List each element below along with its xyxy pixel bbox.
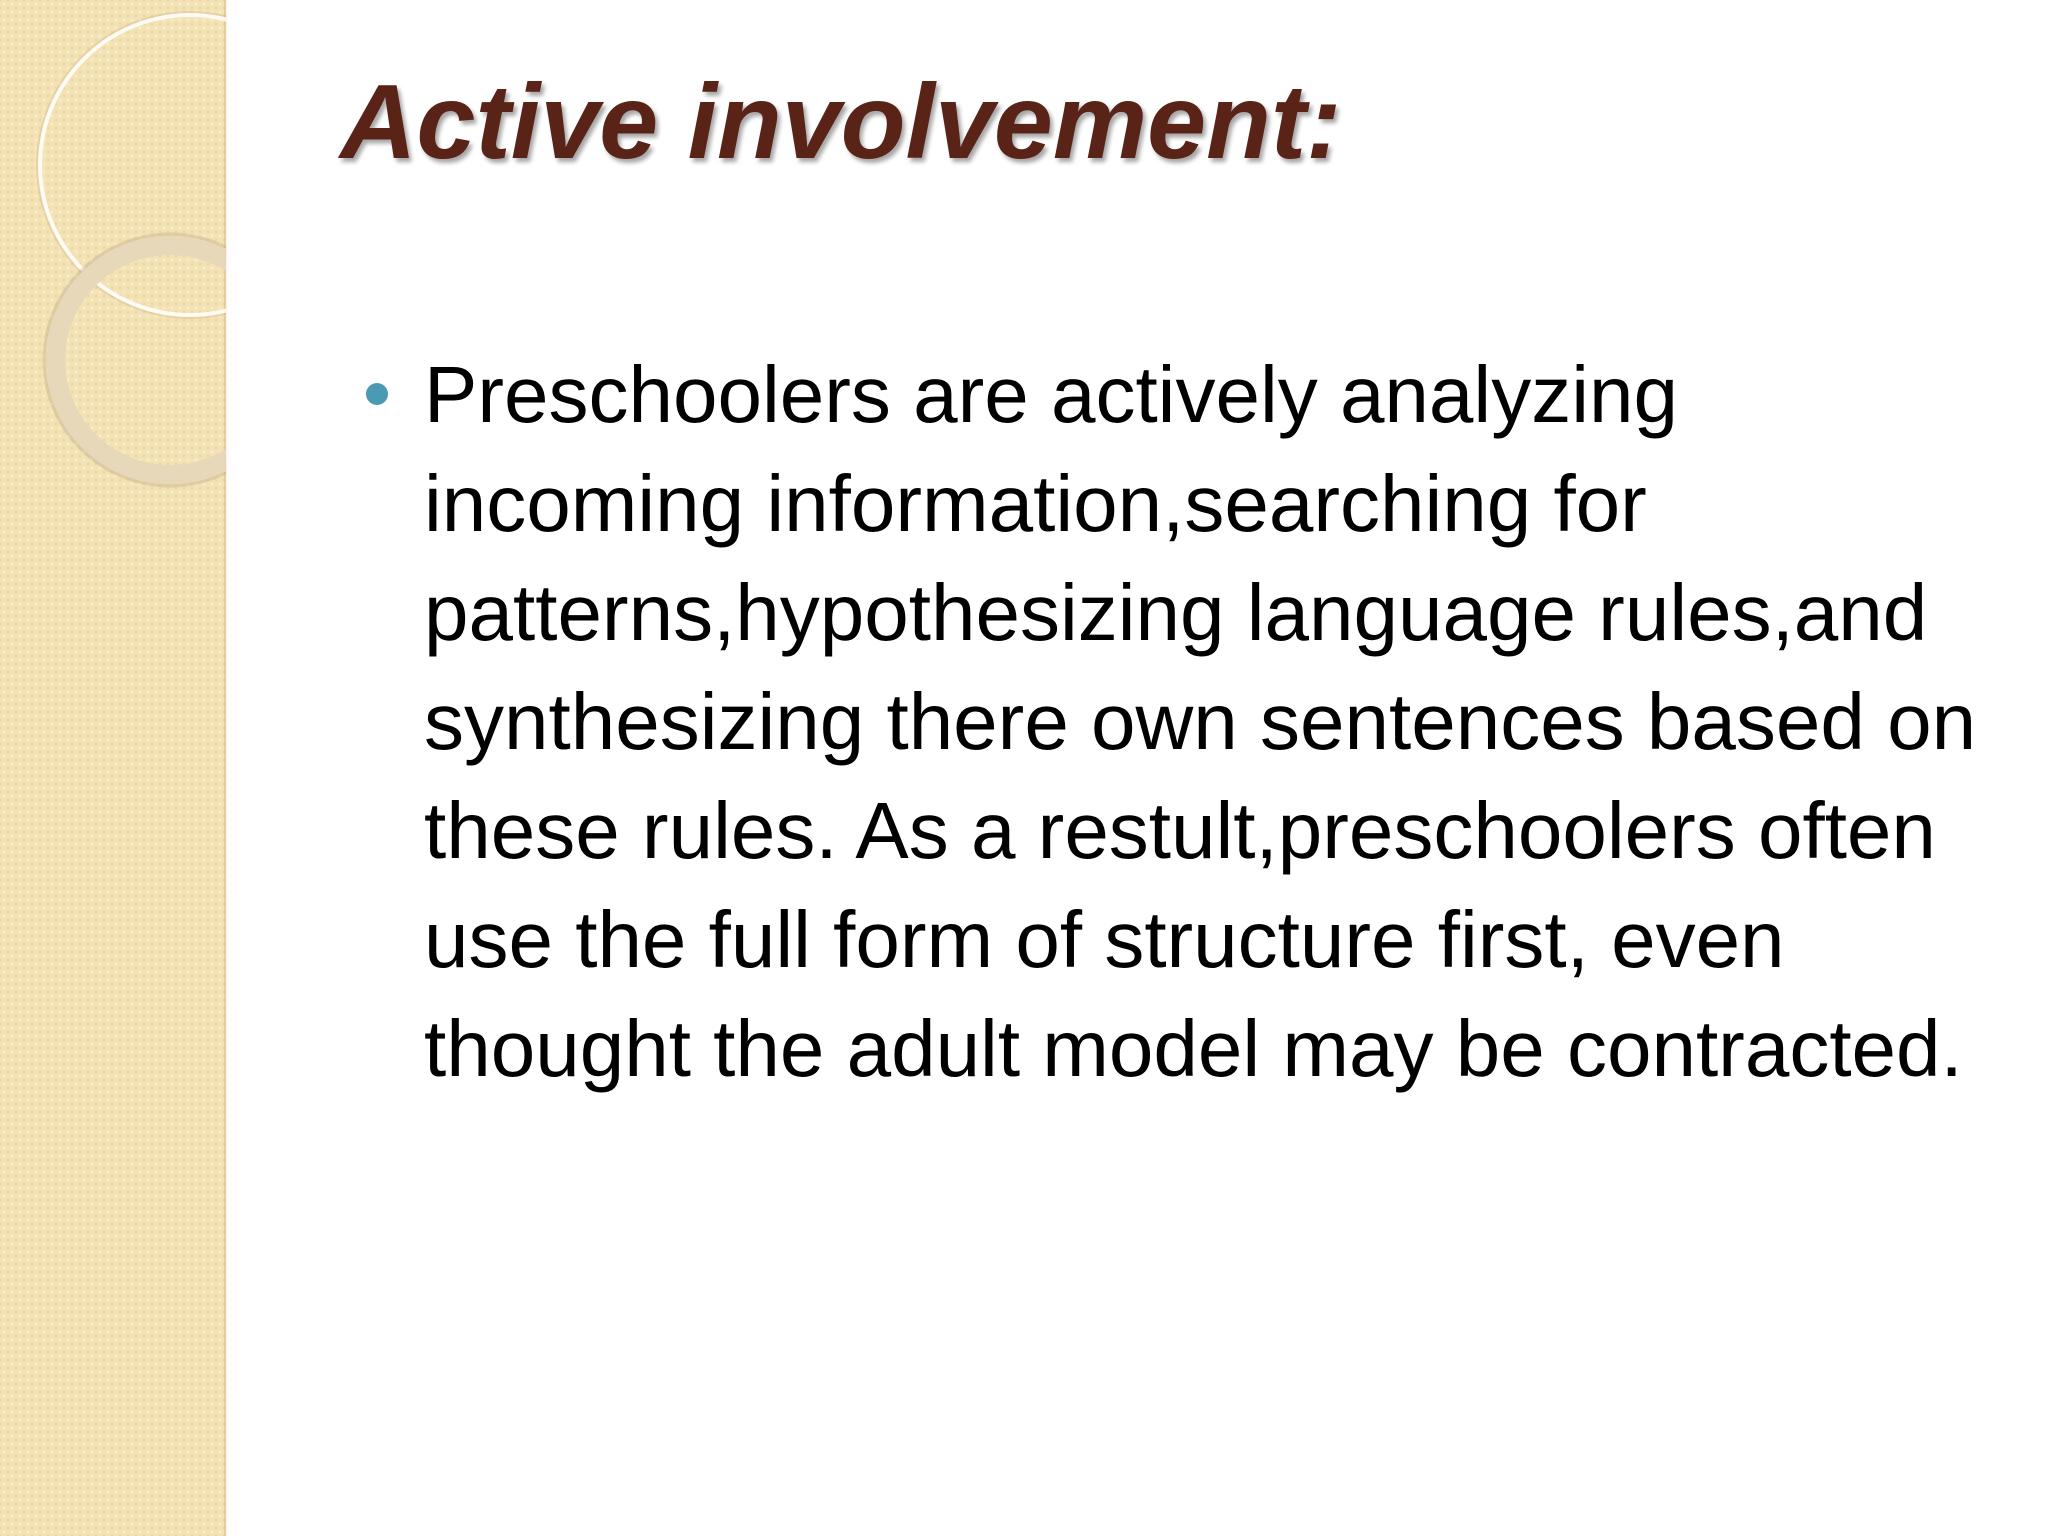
bullet-dot-icon bbox=[366, 383, 388, 405]
decorative-rings bbox=[0, 0, 226, 520]
bullet-list bbox=[362, 340, 2002, 1103]
bullet-text: Preschoolers are actively analyzing incoming information,searching for patterns,hypothesizing language rules,and synthesizing there own sentences based on these rules. As a restult,preschoolers often use the full form of structure first, even thought the adult model may be contracted. bbox=[424, 350, 1977, 1093]
decorative-ring-large bbox=[40, 15, 226, 315]
decorative-ring-small bbox=[55, 245, 226, 475]
decorative-ring-large-shadow bbox=[37, 12, 226, 318]
slide-title: Active involvement: bbox=[340, 63, 1342, 181]
bullet-item bbox=[362, 340, 2002, 1103]
decorative-ring-small-shadow bbox=[44, 234, 226, 486]
